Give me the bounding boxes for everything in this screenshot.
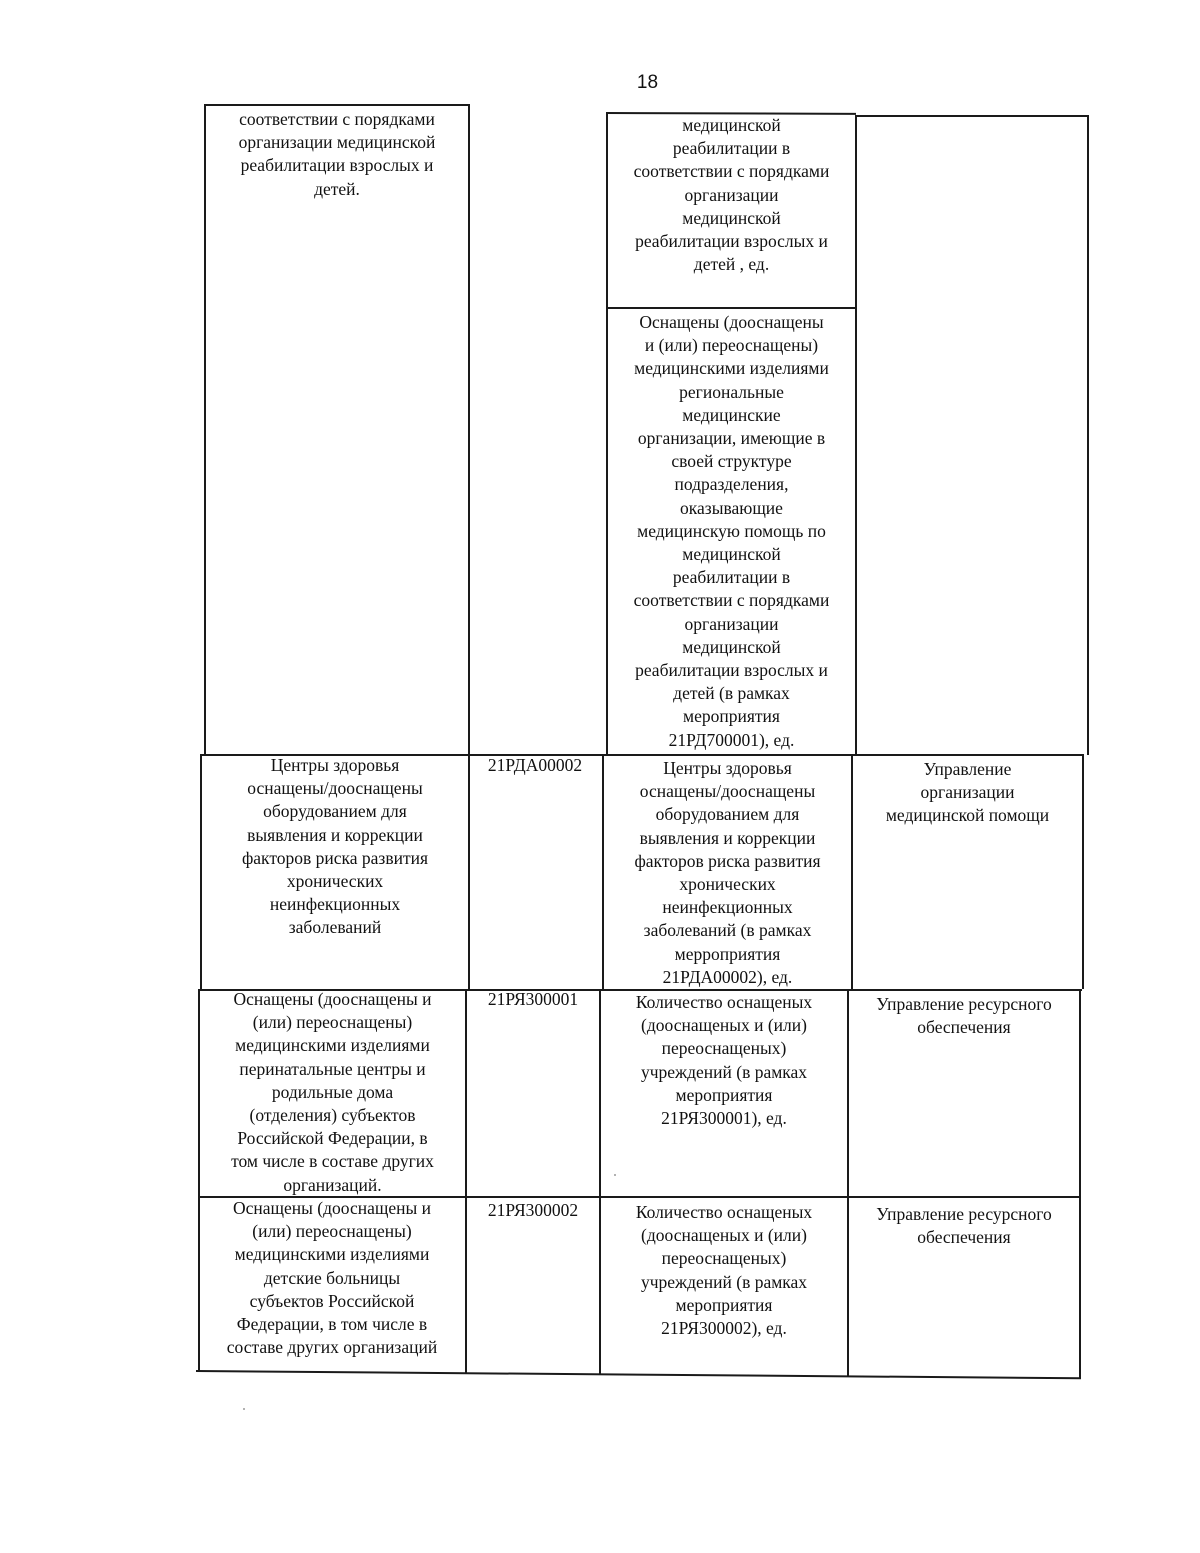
table-border-right [1079,989,1081,1379]
indicator-cell: Оснащены (дооснащены и (или) переоснащены) медицинскими изделиями региональные медицинские организации, имеющие в своей структуре подразделения, оказывающие медицинскую помощь по медицинской реабилитации в соответствии с порядками организации медицинской реабилитации взрослых и детей (в рамках мероприятия 21РД700001), ед. [633,312,830,750]
result-cell: Центры здоровья оснащены/дооснащены оборудованием для выявления и коррекции факторов риска развития хронических неинфекционных заболеваний [241,755,429,938]
page-number: 18 [636,72,659,93]
table-border-left [204,104,206,754]
responsible-cell: Управление организации медицинской помощи [885,759,1050,826]
code-cell: 21РЯ300001 [487,989,579,1009]
indicator-cell: медицинской реабилитации в соответствии с порядками организации медицинской реабилитации взрослых и детей , ед. [633,115,830,275]
table-border-top [205,104,469,106]
table-border-right [1087,115,1089,755]
scan-speck [243,1408,245,1410]
column-divider [465,989,467,1374]
table-border-right [1082,755,1084,989]
indicator-cell: Центры здоровья оснащены/дооснащены оборудованием для выявления и коррекции факторов риска развития хронических неинфекционных заболеваний (в рамках мерроприятия 21РДА00002), ед. [634,758,821,987]
indicator-cell: Количество оснащеных (дооснащеных и (или) переоснащеных) учреждений (в рамках мероприятия 21РЯ300002), ед. [635,1202,813,1339]
code-cell: 21РЯ300002 [487,1200,579,1220]
table-border-top [855,115,1088,117]
scan-speck [614,1174,616,1176]
responsible-cell: Управление ресурсного обеспечения [876,994,1052,1038]
row-divider [607,307,855,309]
result-cell: Оснащены (дооснащены и (или) переоснащены) медицинскими изделиями перинатальные центры и родильные дома (отделения) субъектов Российской Федерации, в том числе в составе других организаций. [231,989,434,1195]
result-cell: Оснащены (дооснащены и (или) переоснащены) медицинскими изделиями детские больницы субъектов Российской Федерации, в том числе в составе других организаций [226,1198,438,1358]
responsible-cell: Управление ресурсного обеспечения [876,1204,1052,1248]
indicator-cell: Количество оснащеных (дооснащеных и (или) переоснащеных) учреждений (в рамках мероприятия 21РЯ300001), ед. [635,992,813,1129]
column-divider [847,989,849,1377]
column-divider [855,115,857,755]
code-cell: 21РДА00002 [487,755,583,775]
result-cell: соответствии с порядками организации медицинской реабилитации взрослых и детей. [238,109,436,199]
column-divider [468,104,470,989]
table-border-bottom [196,1370,1081,1379]
